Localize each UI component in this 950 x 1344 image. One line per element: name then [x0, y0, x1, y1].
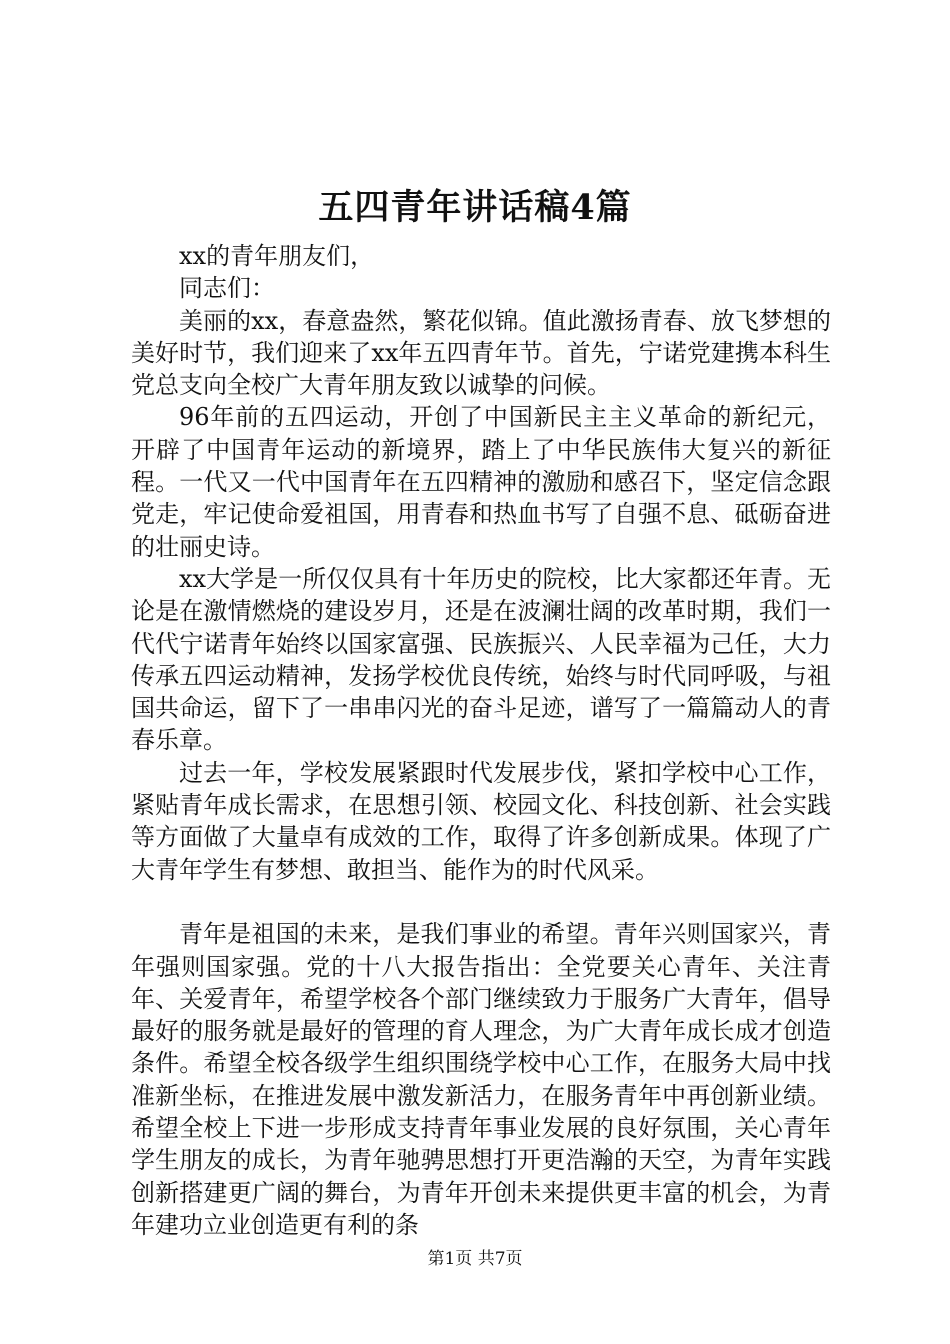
paragraph-may-fourth-history: 96年前的五四运动，开创了中国新民主主义革命的新纪元，开辟了中国青年运动的新境界，踏上了中华民族伟大复兴的新征程。一代又一代中国青年在五四精神的激励和感召下，坚定信念跟党走，牢记使命爱祖国，用青春和热血书写了自强不息、砥砺奋进的壮丽史诗。	[131, 403, 831, 561]
document-body	[131, 240, 831, 1241]
greeting-line-2: 同志们：	[179, 274, 275, 303]
document-title: 五四青年讲话稿4篇	[318, 187, 632, 228]
paragraph-past-year: 过去一年，学校发展紧跟时代发展步伐，紧扣学校中心工作，紧贴青年成长需求，在思想引领、校园文化、科技创新、社会实践等方面做了大量卓有成效的工作，取得了许多创新成果。体现了广大青年学生有梦想、敢担当、能作为的时代风采。	[131, 758, 831, 884]
greeting-line-1: xx的青年朋友们，	[179, 242, 375, 270]
paragraph-university: xx大学是一所仅仅具有十年历史的院校，比大家都还年青。无论是在激情燃烧的建设岁月，还是在波澜壮阔的改革时期，我们一代代宁诺青年始终以国家富强、民族振兴、人民幸福为己任，大力传承五四运动精神，发扬学校优良传统，始终与时代同呼吸，与祖国共命运，留下了一串串闪光的奋斗足迹，谱写了一篇篇动人的青春乐章。	[131, 564, 831, 755]
paragraph-spacer	[131, 886, 831, 918]
page-footer: 第1页 共7页	[427, 1249, 523, 1269]
paragraph-youth-future: 青年是祖国的未来，是我们事业的希望。青年兴则国家兴，青年强则国家强。党的十八大报告指出：全党要关心青年、关注青年、关爱青年，希望学校各个部门继续致力于服务广大青年，倡导最好的服务就是最好的管理的育人理念，为广大青年成长成才创造条件。希望全校各级学生组织围绕学校中心工作，在服务大局中找准新坐标，在推进发展中激发新活力，在服务青年中再创新业绩。希望全校上下进一步形成支持青年事业发展的良好氛围，关心青年学生朋友的成长，为青年驰骋思想打开更浩瀚的天空，为青年实践创新搭建更广阔的舞台，为青年开创未来提供更丰富的机会，为青年建功立业创造更有利的条	[131, 920, 831, 1239]
paragraph-opening: 美丽的xx，春意盎然，繁花似锦。值此激扬青春、放飞梦想的美好时节，我们迎来了xx年五四青年节。首先，宁诺党建携本科生党总支向全校广大青年朋友致以诚挚的问候。	[131, 306, 831, 400]
